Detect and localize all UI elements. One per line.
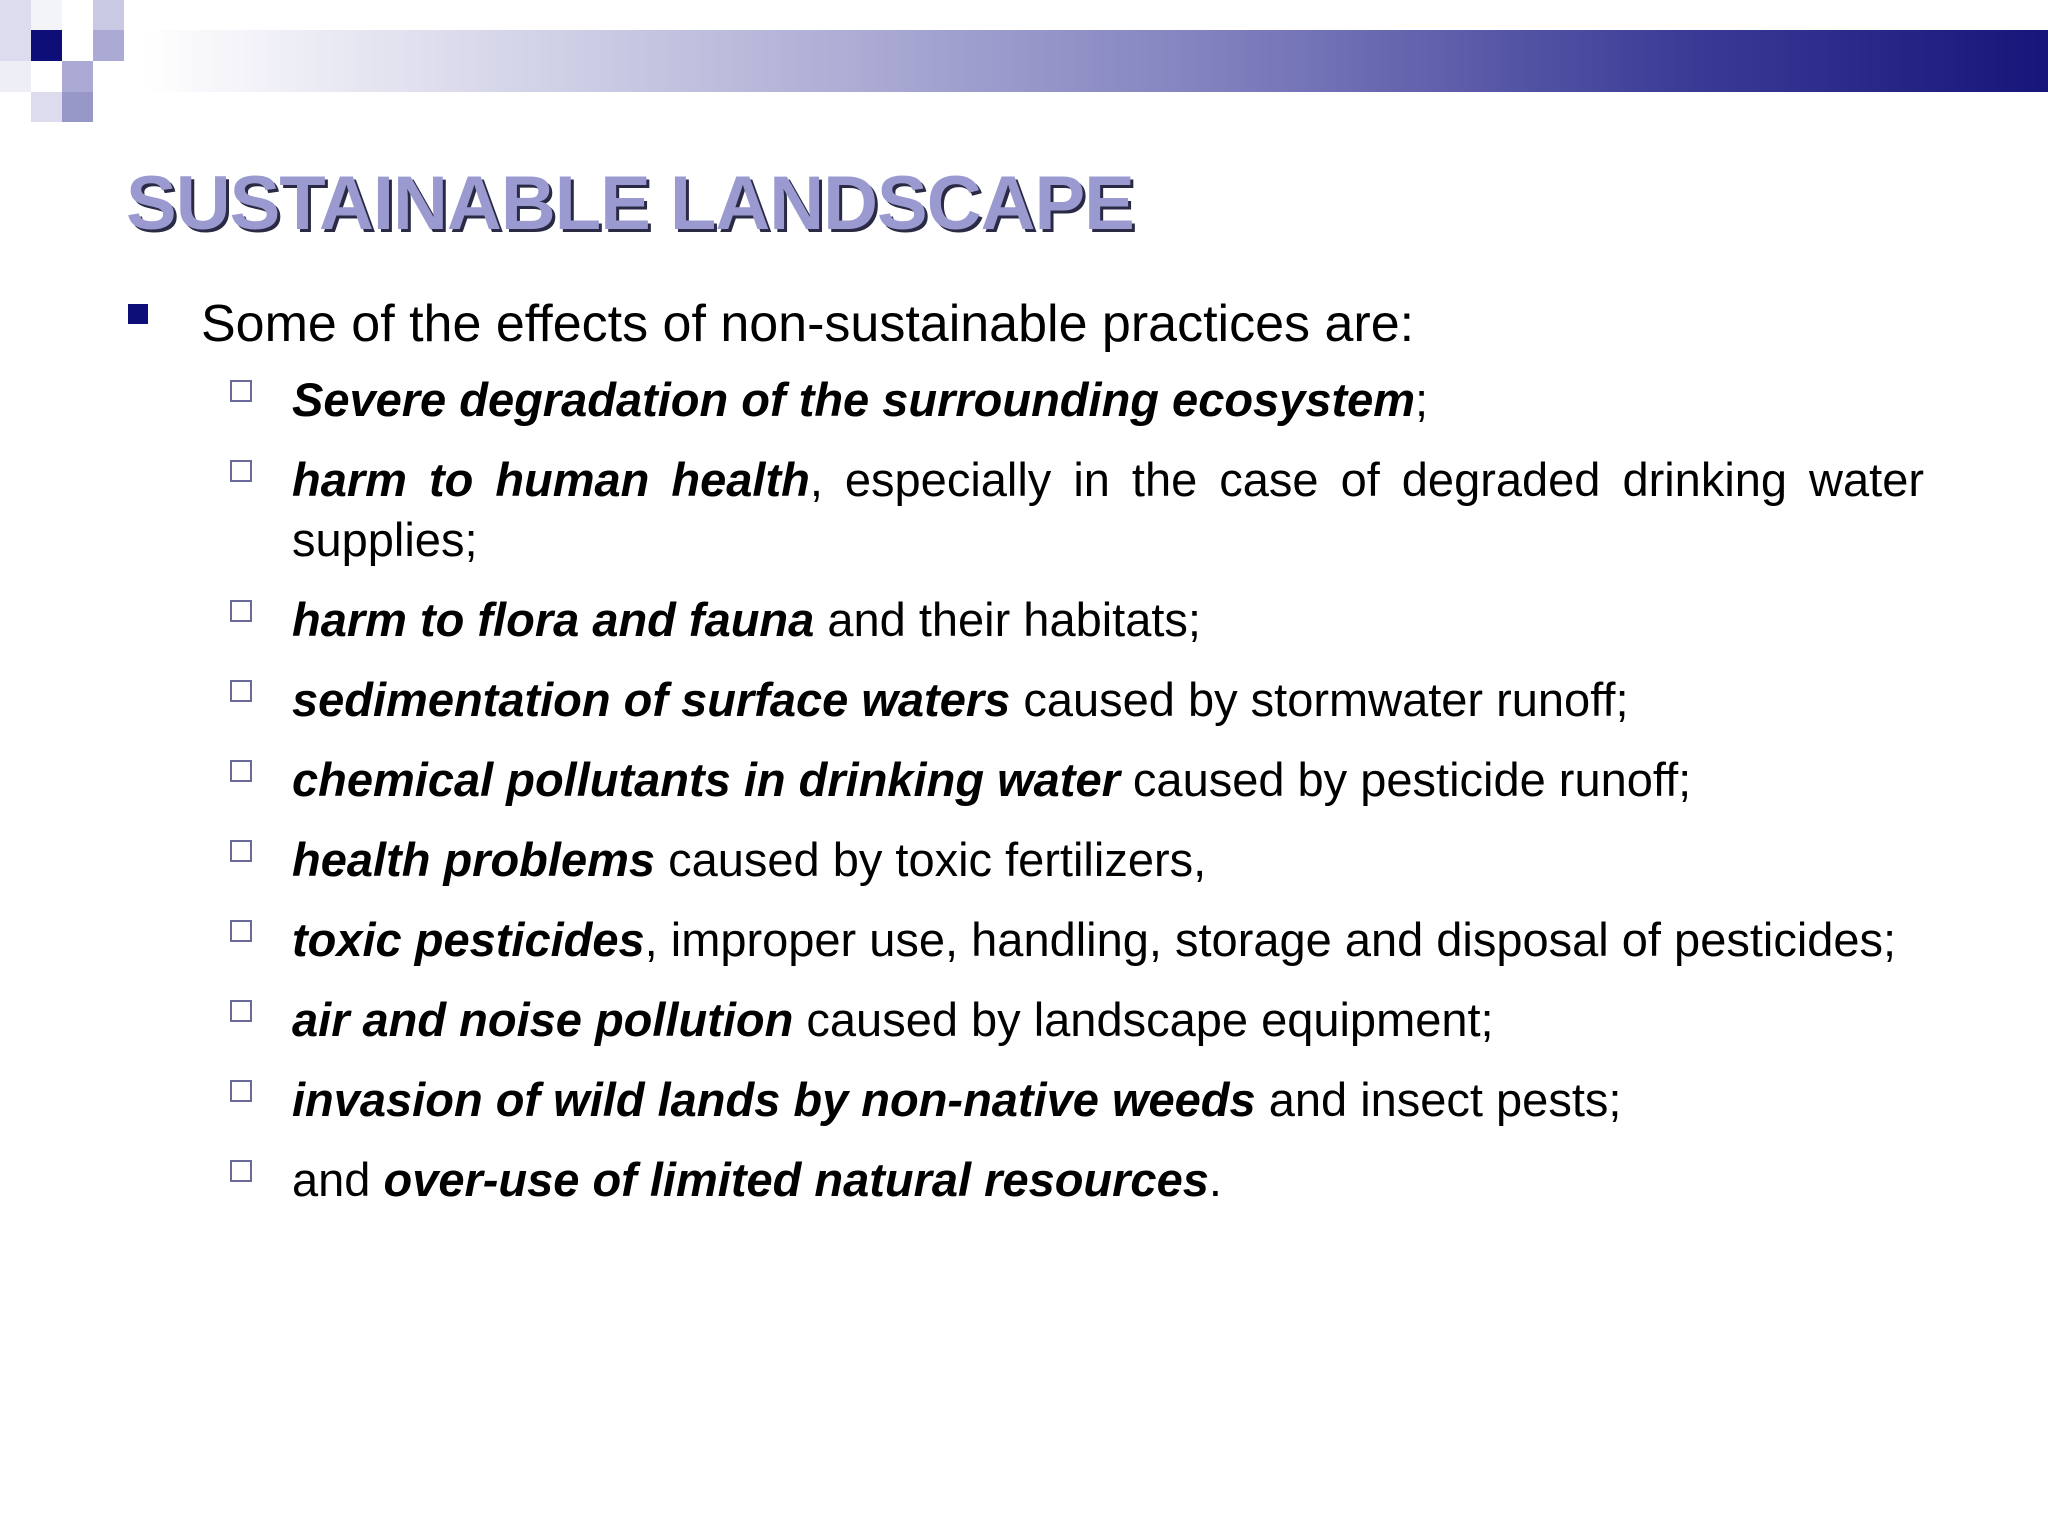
list-item-text: toxic pesticides, improper use, handling, storage and disposal of pesticides; bbox=[292, 913, 1897, 966]
list-item bbox=[230, 910, 1924, 970]
decor-square bbox=[0, 0, 31, 30]
list-item-text: Severe degradation of the surrounding ecosystem; bbox=[292, 373, 1429, 426]
hollow-square-bullet-icon bbox=[230, 1000, 252, 1022]
decor-square bbox=[93, 0, 124, 30]
hollow-square-bullet-icon bbox=[230, 840, 252, 862]
list-item bbox=[230, 750, 1924, 810]
decor-square bbox=[93, 30, 124, 61]
hollow-square-bullet-icon bbox=[230, 1160, 252, 1182]
list-item-text: and over-use of limited natural resources. bbox=[292, 1153, 1222, 1206]
list-item bbox=[230, 450, 1924, 570]
hollow-square-bullet-icon bbox=[230, 920, 252, 942]
list-item bbox=[230, 1150, 1924, 1210]
decor-square bbox=[31, 0, 62, 30]
decor-square bbox=[0, 61, 31, 92]
hollow-square-bullet-icon bbox=[230, 1080, 252, 1102]
square-bullet-icon bbox=[128, 304, 148, 324]
list-item-text: harm to human health, especially in the case of degraded drinking water supplies; bbox=[292, 453, 1924, 566]
hollow-square-bullet-icon bbox=[230, 460, 252, 482]
list-item bbox=[230, 990, 1924, 1050]
list-item bbox=[230, 670, 1924, 730]
main-bullet-text: Some of the effects of non-sustainable practices are: bbox=[201, 295, 1415, 353]
slide-title: SUSTAINABLE LANDSCAPE bbox=[126, 161, 1134, 246]
list-item-text: air and noise pollution caused by landscape equipment; bbox=[292, 993, 1494, 1046]
hollow-square-bullet-icon bbox=[230, 600, 252, 622]
list-item bbox=[230, 590, 1924, 650]
list-item bbox=[230, 370, 1924, 430]
hollow-square-bullet-icon bbox=[230, 680, 252, 702]
hollow-square-bullet-icon bbox=[230, 380, 252, 402]
list-item-text: sedimentation of surface waters caused by stormwater runoff; bbox=[292, 673, 1629, 726]
decor-square bbox=[62, 92, 93, 122]
hollow-square-bullet-icon bbox=[230, 760, 252, 782]
main-bullet bbox=[128, 296, 1414, 352]
list-item-text: chemical pollutants in drinking water caused by pesticide runoff; bbox=[292, 753, 1692, 806]
list-item bbox=[230, 1070, 1924, 1130]
effects-list bbox=[230, 370, 1924, 1230]
decor-square bbox=[31, 30, 62, 61]
list-item-text: health problems caused by toxic fertilizers, bbox=[292, 833, 1207, 886]
decor-square bbox=[31, 92, 62, 122]
list-item bbox=[230, 830, 1924, 890]
decor-square bbox=[0, 30, 31, 61]
decor-square bbox=[62, 61, 93, 92]
header-gradient-bar bbox=[0, 30, 2048, 92]
list-item-text: harm to flora and fauna and their habitats; bbox=[292, 593, 1201, 646]
list-item-text: invasion of wild lands by non-native weeds and insect pests; bbox=[292, 1073, 1622, 1126]
